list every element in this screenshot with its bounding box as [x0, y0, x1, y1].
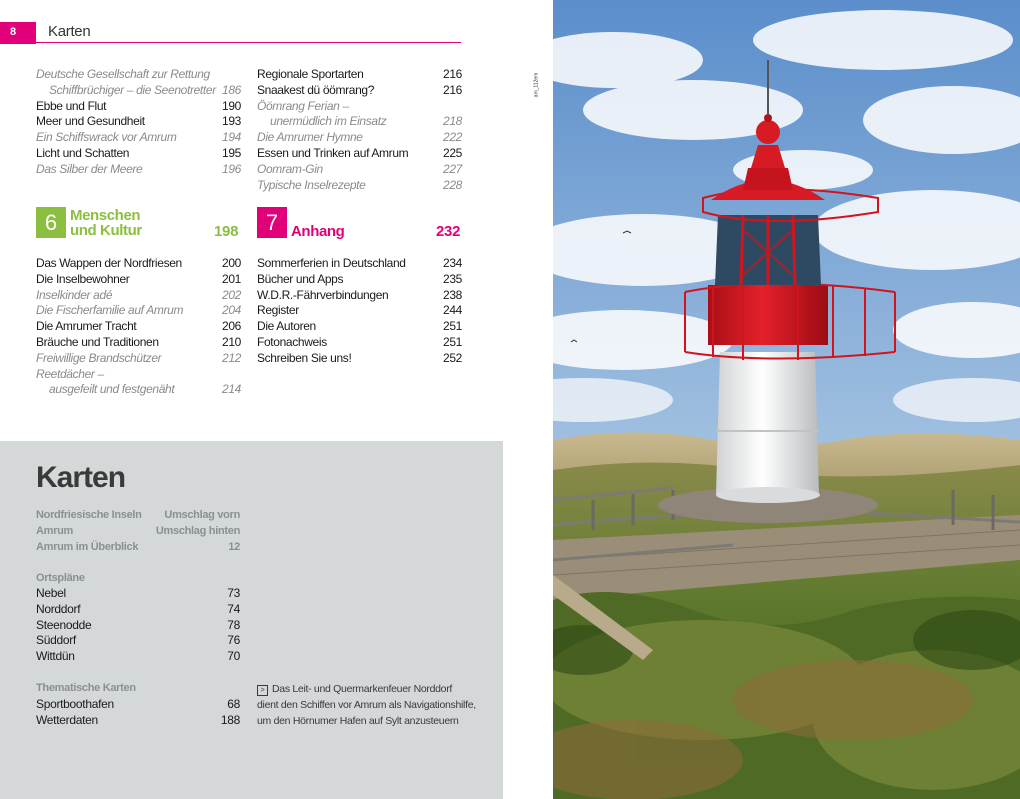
map-list-entry — [36, 649, 240, 665]
map-entry-page: 78 — [227, 617, 240, 632]
toc-entry-page: 206 — [222, 319, 241, 334]
toc-entry — [36, 256, 241, 272]
toc-entry-title: Die Fischerfamilie auf Amrum — [36, 303, 184, 318]
map-list-entry — [36, 524, 240, 540]
header-rule — [36, 42, 461, 43]
toc-entry — [257, 83, 462, 99]
toc-entry — [257, 162, 462, 178]
toc-entry-page: 225 — [443, 145, 462, 160]
toc-entry-title: Ebbe und Flut — [36, 98, 107, 113]
thematische-label: Thematische Karten — [36, 682, 136, 694]
toc-entry-page: 238 — [443, 287, 462, 302]
chapter-7-page: 232 — [436, 223, 461, 240]
thematische-list — [36, 697, 240, 729]
toc-entry — [257, 114, 462, 130]
map-entry-page: 70 — [227, 649, 240, 664]
spine-note: am_112em — [533, 72, 540, 98]
chapter-7-number-box — [257, 207, 287, 238]
toc-entry-title: Typische Inselrezepte — [257, 177, 366, 192]
toc-entry — [36, 272, 241, 288]
map-entry-title: Norddorf — [36, 601, 81, 616]
toc-entry — [36, 67, 241, 83]
chapter-7-title: Anhang — [291, 223, 345, 240]
toc-entry-page: 196 — [222, 161, 241, 176]
toc-entry-title: W.D.R.-Fährverbindungen — [257, 287, 389, 302]
map-entry-page: Umschlag hinten — [155, 524, 240, 537]
toc-entry-title: Schreiben Sie uns! — [257, 350, 352, 365]
map-list-entry — [36, 697, 240, 713]
toc-entry-title: Die Autoren — [257, 319, 316, 334]
page-number-badge — [0, 22, 36, 44]
toc-entry-title: Regionale Sportarten — [257, 67, 364, 81]
toc-entry-title: Schiffbrüchiger – die Seenotretter — [49, 82, 216, 97]
map-entry-title: Wittdün — [36, 649, 75, 664]
toc-entry — [257, 319, 462, 335]
toc-entry — [257, 272, 462, 288]
karten-overview-list — [36, 508, 240, 555]
toc-entry — [36, 367, 241, 383]
map-list-entry — [36, 602, 240, 618]
toc-entry-title: Das Silber der Meere — [36, 161, 143, 176]
toc-entry-title: Reetdächer – — [36, 366, 104, 381]
map-entry-page: 68 — [227, 697, 240, 711]
toc-entry-page: 227 — [443, 161, 462, 176]
toc-entry — [257, 67, 462, 83]
toc-entry — [36, 288, 241, 304]
toc-entry-title: Das Wappen der Nordfriesen — [36, 256, 182, 270]
map-entry-title: Amrum im Überblick — [36, 540, 139, 553]
running-header-title: Karten — [48, 23, 91, 40]
toc-entry-title: unermüdlich im Einsatz — [270, 114, 387, 129]
map-list-entry — [36, 586, 240, 602]
toc-entry-title: Meer und Gesundheit — [36, 114, 145, 129]
toc-entry-title: Sommerferien in Deutschland — [257, 256, 406, 270]
toc-entry-page: 214 — [222, 382, 241, 397]
map-entry-page: 76 — [227, 633, 240, 648]
toc-entry — [36, 83, 241, 99]
map-list-entry — [36, 633, 240, 649]
toc-entry — [36, 319, 241, 335]
toc-entry — [257, 99, 462, 115]
page-number: 8 — [10, 26, 17, 38]
map-entry-title: Süddorf — [36, 633, 76, 648]
toc-entry — [36, 382, 241, 398]
toc-entry-title: Inselkinder adé — [36, 287, 113, 302]
toc-entry-page: 251 — [443, 334, 462, 349]
caption-line1: Das Leit- und Quermarkenfeuer Norddorf — [272, 683, 453, 695]
chapter-6-title — [70, 208, 142, 238]
toc-entry-title: Bräuche und Traditionen — [36, 334, 159, 349]
toc-entry — [257, 130, 462, 146]
chapter-6-number-box — [36, 207, 66, 238]
toc-entry-page: 252 — [443, 350, 462, 365]
caption-line2: dient den Schiffen vor Amrum als Navigationshilfe, — [257, 699, 476, 711]
toc-entry-title: Register — [257, 303, 299, 318]
map-entry-title: Wetterdaten — [36, 712, 98, 727]
karten-title: Karten — [36, 461, 126, 494]
toc-entry-page: 186 — [222, 82, 241, 97]
toc-entry-title: Oomram-Gin — [257, 161, 323, 176]
toc-entry-page: 204 — [222, 303, 241, 318]
toc-entry-page: 195 — [222, 145, 241, 160]
toc-entry — [257, 288, 462, 304]
toc-entry — [36, 335, 241, 351]
map-list-entry — [36, 540, 240, 556]
chapter-6-title-line1: Menschen — [70, 207, 141, 224]
toc-entry-page: 235 — [443, 271, 462, 286]
map-list-entry — [36, 618, 240, 634]
toc-entry-title: Licht und Schatten — [36, 145, 130, 160]
toc-entry-page: 201 — [222, 271, 241, 286]
map-entry-title: Nordfriesische Inseln — [36, 509, 142, 521]
toc-entry — [36, 99, 241, 115]
toc-entry-title: Die Inselbewohner — [36, 271, 130, 286]
toc-entry-title: Freiwillige Brandschützer — [36, 350, 162, 365]
toc-entry-page: 218 — [443, 114, 462, 129]
toc-entry — [36, 303, 241, 319]
toc-entry-title: Essen und Trinken auf Amrum — [257, 145, 409, 160]
toc-entry-title: Snaakest dü öömrang? — [257, 82, 375, 97]
toc-entry — [257, 351, 462, 367]
toc-entry — [36, 130, 241, 146]
toc-left-bottom — [36, 256, 241, 398]
toc-entry-page: 200 — [222, 256, 241, 270]
toc-entry-title: Öömrang Ferian – — [257, 98, 349, 113]
toc-entry-page: 234 — [443, 256, 462, 270]
toc-entry-title: Fotonachweis — [257, 334, 327, 349]
toc-entry — [257, 178, 462, 194]
toc-right-bottom — [257, 256, 462, 367]
map-entry-page: Umschlag vorn — [164, 509, 240, 521]
chapter-6-number: 6 — [44, 210, 58, 235]
map-list-entry — [36, 508, 240, 524]
ortsplaene-label: Ortspläne — [36, 572, 85, 584]
toc-entry — [36, 146, 241, 162]
toc-entry-page: 228 — [443, 177, 462, 192]
toc-left-top — [36, 67, 241, 178]
toc-entry — [36, 114, 241, 130]
map-entry-page: 73 — [227, 586, 240, 600]
toc-entry-title: Die Amrumer Tracht — [36, 319, 137, 334]
arrow-right-icon: > — [257, 685, 268, 696]
toc-entry-title: Bücher und Apps — [257, 271, 344, 286]
toc-entry — [257, 335, 462, 351]
toc-entry — [36, 351, 241, 367]
toc-entry-title: Ein Schiffswrack vor Amrum — [36, 130, 177, 145]
map-list-entry — [36, 713, 240, 729]
ortsplaene-section — [36, 571, 240, 587]
toc-entry-page: 216 — [443, 67, 462, 81]
toc-entry-page: 202 — [222, 287, 241, 302]
map-entry-page: 188 — [220, 712, 240, 727]
toc-entry-page: 212 — [222, 350, 241, 365]
lighthouse-photo — [553, 0, 1020, 799]
toc-entry — [257, 146, 462, 162]
toc-entry — [257, 256, 462, 272]
caption-line3: um den Hörnumer Hafen auf Sylt anzusteuern — [257, 715, 459, 727]
toc-entry-page: 190 — [222, 98, 241, 113]
chapter-7-number: 7 — [265, 210, 279, 235]
map-entry-title: Nebel — [36, 586, 66, 600]
toc-entry-page: 251 — [443, 319, 462, 334]
map-entry-title: Sportboothafen — [36, 697, 114, 711]
thematische-section — [36, 681, 240, 697]
map-entry-title: Steenodde — [36, 617, 92, 632]
toc-entry-page: 193 — [222, 114, 241, 129]
map-entry-page: 74 — [227, 601, 240, 616]
toc-entry-title: Deutsche Gesellschaft zur Rettung — [36, 67, 210, 81]
toc-right-top — [257, 67, 462, 193]
map-entry-page: 12 — [228, 540, 240, 553]
toc-entry-page: 244 — [443, 303, 462, 318]
toc-entry-title: ausgefeilt und festgenäht — [49, 382, 175, 397]
toc-entry — [36, 162, 241, 178]
toc-entry — [257, 303, 462, 319]
toc-entry-title: Die Amrumer Hymne — [257, 130, 363, 145]
photo-caption — [257, 681, 477, 729]
toc-entry-page: 222 — [443, 130, 462, 145]
map-entry-title: Amrum — [36, 524, 74, 537]
ortsplaene-list — [36, 586, 240, 665]
chapter-6-title-line2: und Kultur — [70, 222, 142, 239]
toc-entry-page: 210 — [222, 334, 241, 349]
toc-entry-page: 216 — [443, 82, 462, 97]
toc-entry-page: 194 — [222, 130, 241, 145]
chapter-6-page: 198 — [214, 223, 239, 240]
